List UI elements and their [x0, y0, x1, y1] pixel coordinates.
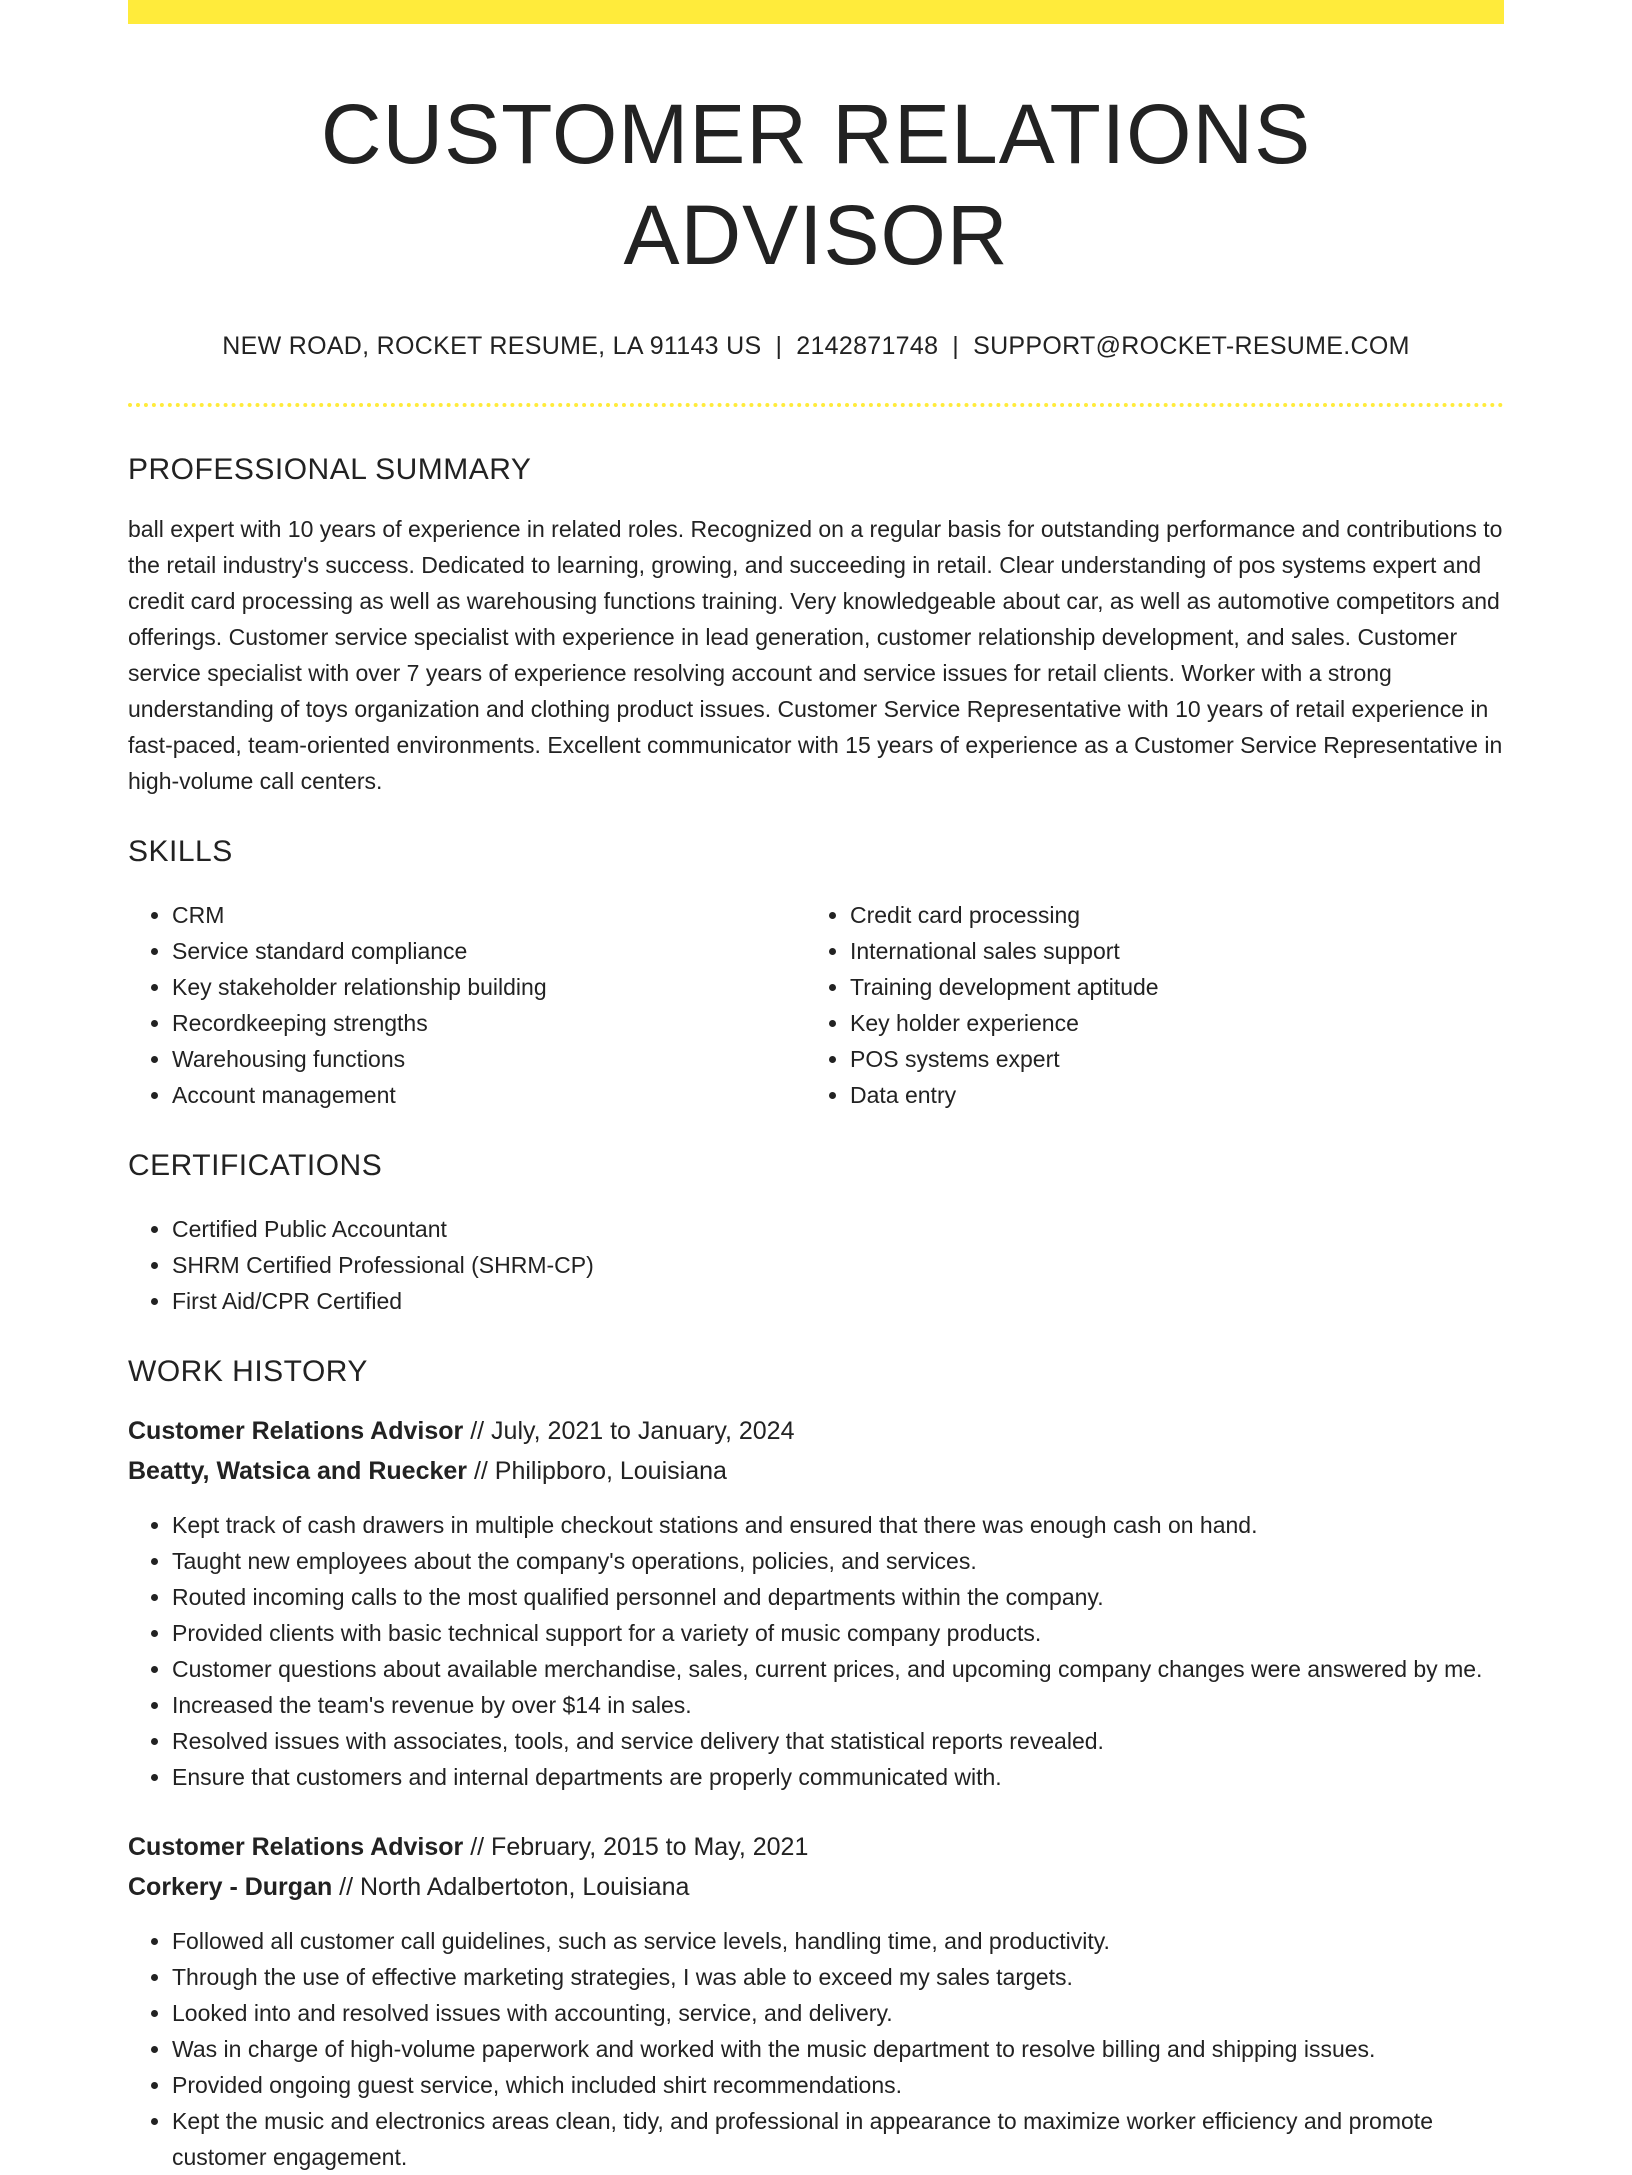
- job-bullets: [128, 1507, 1504, 1795]
- resume-title: CUSTOMER RELATIONS ADVISOR: [320, 87, 1312, 282]
- certification-item: • Certified Public Accountant: [172, 1211, 1504, 1247]
- job-dates: // July, 2021 to January, 2024: [463, 1416, 795, 1445]
- resume-page: [128, 0, 1504, 2175]
- job-bullet: • Resolved issues with associates, tools, and service delivery that statistical reports revealed.: [172, 1723, 1504, 1759]
- skill-item: • Warehousing functions: [172, 1041, 806, 1077]
- skills-heading: SKILLS: [128, 834, 233, 868]
- job-bullet: • Kept track of cash drawers in multiple checkout stations and ensured that there was enough cash on hand.: [172, 1507, 1504, 1543]
- contact-email: SUPPORT@ROCKET-RESUME.COM: [973, 331, 1410, 360]
- job-company: Beatty, Watsica and Ruecker: [128, 1456, 468, 1485]
- job-role: Customer Relations Advisor: [128, 1832, 464, 1861]
- job-bullets: [128, 1923, 1504, 2175]
- contact-phone: 2142871748: [796, 331, 939, 360]
- job-company-line: [128, 1867, 1504, 1907]
- job-bullet: • Kept the music and electronics areas clean, tidy, and professional in appearance to maximize worker efficiency and promote customer engagement.: [172, 2103, 1504, 2175]
- skill-item: • Recordkeeping strengths: [172, 1005, 806, 1041]
- skills-grid: [128, 897, 1504, 1113]
- certifications-heading: CERTIFICATIONS: [128, 1148, 383, 1182]
- certifications-list: [128, 1211, 1504, 1319]
- job-bullet: • Followed all customer call guidelines, such as service levels, handling time, and productivity.: [172, 1923, 1504, 1959]
- skill-item: • Account management: [172, 1077, 806, 1113]
- job-bullet: • Customer questions about available merchandise, sales, current prices, and upcoming company changes were answered by me.: [172, 1651, 1504, 1687]
- skill-item: • Data entry: [850, 1077, 1484, 1113]
- job-bullet: • Through the use of effective marketing strategies, I was able to exceed my sales targets.: [172, 1959, 1504, 1995]
- job-bullet: • Looked into and resolved issues with accounting, service, and delivery.: [172, 1995, 1504, 2031]
- job-bullet: • Routed incoming calls to the most qualified personnel and departments within the company.: [172, 1579, 1504, 1615]
- contact-separator: |: [952, 331, 960, 360]
- skill-item: • Service standard compliance: [172, 933, 806, 969]
- summary-text: ball expert with 10 years of experience in related roles. Recognized on a regular basis for outstanding performance and contributions to the retail industry's success. Dedicated to learning, growing, and succeeding in retail. Clear understanding of pos systems expert and credit card processing as well as warehousing functions training. Very knowledgeable about car, as well as automotive competitors and offerings. Customer service specialist with experience in lead generation, customer relationship development, and sales. Customer service specialist with over 7 years of experience resolving account and service issues for retail clients. Worker with a strong understanding of toys organization and clothing product issues. Customer Service Representative with 10 years of retail experience in fast-paced, team-oriented environments. Excellent communicator with 15 years of experience as a Customer Service Representative in high-volume call centers.: [128, 515, 1503, 794]
- skills-column-right: [806, 897, 1484, 1113]
- job-location: // Philipboro, Louisiana: [467, 1456, 727, 1485]
- skill-item: • International sales support: [850, 933, 1484, 969]
- skill-item: • Key stakeholder relationship building: [172, 969, 806, 1005]
- job-bullet: • Taught new employees about the company's operations, policies, and services.: [172, 1543, 1504, 1579]
- skills-column-left: [128, 897, 806, 1113]
- job-bullet: • Provided ongoing guest service, which included shirt recommendations.: [172, 2067, 1504, 2103]
- accent-bar: [128, 0, 1504, 24]
- job-bullet: • Increased the team's revenue by over $14 in sales.: [172, 1687, 1504, 1723]
- summary-heading: PROFESSIONAL SUMMARY: [128, 452, 532, 486]
- skill-item: • Credit card processing: [850, 897, 1484, 933]
- skill-item: • Key holder experience: [850, 1005, 1484, 1041]
- job-company-line: [128, 1451, 1504, 1491]
- job-role: Customer Relations Advisor: [128, 1416, 464, 1445]
- certification-item: • SHRM Certified Professional (SHRM-CP): [172, 1247, 1504, 1283]
- contact-address: NEW ROAD, ROCKET RESUME, LA 91143 US: [222, 331, 762, 360]
- contact-line: [128, 332, 1504, 361]
- job-bullet: • Provided clients with basic technical support for a variety of music company products.: [172, 1615, 1504, 1651]
- skill-item: • Training development aptitude: [850, 969, 1484, 1005]
- skill-item: • POS systems expert: [850, 1041, 1484, 1077]
- job-bullet: • Was in charge of high-volume paperwork and worked with the music department to resolve billing and shipping issues.: [172, 2031, 1504, 2067]
- skill-item: • CRM: [172, 897, 806, 933]
- work-history-heading: WORK HISTORY: [128, 1354, 368, 1388]
- certification-item: • First Aid/CPR Certified: [172, 1283, 1504, 1319]
- job-company: Corkery - Durgan: [128, 1872, 333, 1901]
- job-bullet: • Ensure that customers and internal departments are properly communicated with.: [172, 1759, 1504, 1795]
- job-dates: // February, 2015 to May, 2021: [463, 1832, 809, 1861]
- job-location: // North Adalbertoton, Louisiana: [332, 1872, 690, 1901]
- job-title-line: [128, 1411, 1504, 1451]
- job-title-line: [128, 1827, 1504, 1867]
- dotted-divider: [128, 403, 1504, 407]
- contact-separator: |: [775, 331, 783, 360]
